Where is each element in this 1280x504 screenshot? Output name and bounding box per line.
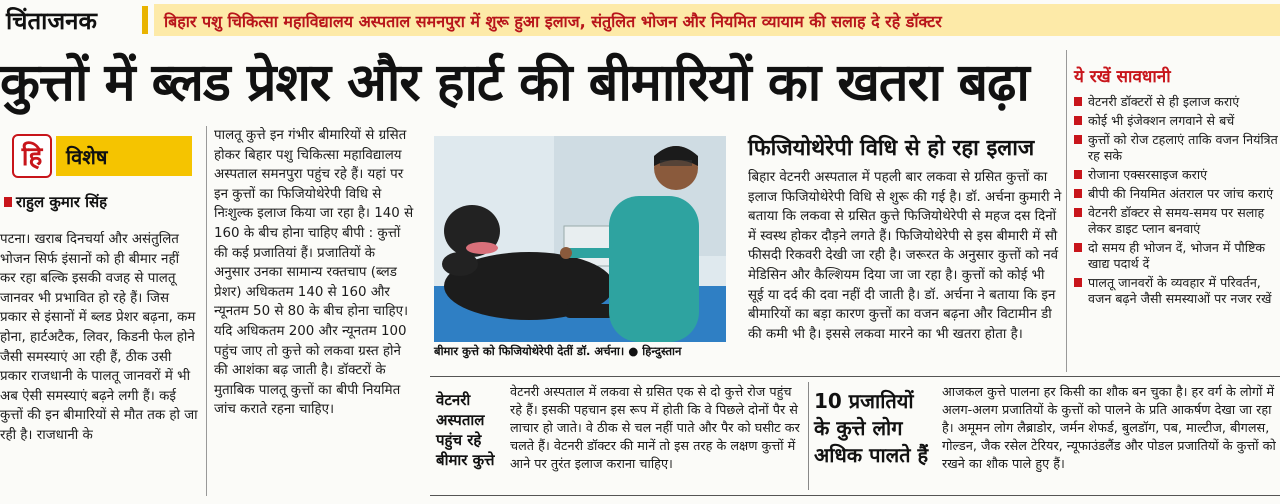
bullet-square-icon [1074,170,1082,179]
sidebar-divider [1066,50,1067,372]
list-item: वेटनरी डॉक्टर से समय-समय पर सलाह लेकर डाइट प्लान बनवाएं [1074,205,1280,237]
precautions-list [1074,94,1280,310]
article-column-1: पटना। खराब दिनचर्या और असंतुलित भोजन सिर्फ इंसानों को ही बीमार नहीं कर रहा बल्कि इसकी वजह से पालतू जानवर भी प्रभावित हो रहे हैं। जिस प्रकार से इंसानों में ब्लड प्रेशर बढ़ना, कम होना, हार्टअटैक, लिवर, किडनी फेल होने जैसी समस्याएं आ रही हैं, ठीक उसी प्रकार राजधानी के पालतू जानवरों में भी अब ऐसी समस्याएं बढ़ने लगी हैं। कई कुत्तों की इन बीमारियों से मौत तक हो जा रही है। राजधानी के [0,232,198,443]
byline [4,192,107,212]
bullet-square-icon [1074,135,1082,144]
hindustan-logo-icon: हि [12,134,52,178]
list-item: कोई भी इंजेक्शन लगवाने से बचें [1074,113,1280,129]
bullet-square-icon [1074,116,1082,125]
box2-heading: 10 प्रजातियों के कुत्ते लोग अधिक पालते हैं [814,389,929,467]
physio-body: बिहार वेटनरी अस्पताल में पहली बार लकवा से ग्रसित कुत्तों का इलाज फिजियोथेरेपी विधि से शुरू की गई है। डॉ. अर्चना कुमारी ने बताया कि लकवा से ग्रसित कुत्ते फिजियोथेरेपी से महज दस दिनों में स्वस्थ होकर दौड़ने लगते हैं। फिजियोथेरेपी से इस बीमारी में सौ फीसदी रिकवरी देखी जा रही है। जरूरत के अनुसार कुत्तों को नर्व मेडिसिन और कैल्शियम दिया जा जा रहा है। कुत्तों को कोई भी सूई या दर्द की दवा नहीं दी जाती है। डॉ. अर्चना ने बताया कि इन बीमारियों का बड़ा कारण कुत्तों का वजन बढ़ना और विटामीन डी की कमी भी है। इससे लकवा मारने का भी खतरा होता है। [748,170,1062,342]
bottom-divider [808,382,809,490]
section-tag: चिंताजनक [6,7,97,35]
photo-caption: बीमार कुत्ते को फिजियोथेरेपी देतीं डॉ. अर्चना। ● हिन्दुस्तान [434,344,682,358]
headline: कुत्तों में ब्लड प्रेशर और हार्ट की बीमारियों का खतरा बढ़ा [0,53,1029,113]
list-item: पालतू जानवरों के व्यवहार में परिवर्तन, वजन बढ़ने जैसी समस्याओं पर नजर रखें [1074,275,1280,307]
vishesh-label: विशेष [56,136,192,176]
bullet-square-icon [1074,278,1082,287]
list-item: कुत्तों को रोज टहलाएं ताकि वजन नियंत्रित रह सके [1074,132,1280,164]
list-item: दो समय ही भोजन दें, भोजन में पौष्टिक खाद्य पदार्थ दें [1074,240,1280,272]
list-item: बीपी की नियमित अंतराल पर जांच कराएं [1074,186,1280,202]
box1-heading: वेटनरी अस्पताल पहुंच रहे बीमार कुत्ते [436,391,495,469]
dog-physiotherapy-photo [434,136,726,342]
article-photo [434,136,726,342]
bullet-square-icon [1074,243,1082,252]
byline-marker-icon [4,197,12,207]
box1-text: वेटनरी अस्पताल में लकवा से ग्रसित एक से दो कुत्ते रोज पहुंच रहे हैं। इसकी पहचान इस रूप में होती कि वे पिछले दोनों पैर से लाचार हो जाते। वे ठीक से चल नहीं पाते और पैर को घसीट कर चलते हैं। वेटनरी डॉक्टर की मानें तो इस तरह के लक्षण कुत्तों में आने पर तुरंत इलाज कराना चाहिए। [510,385,800,472]
bullet-square-icon [1074,208,1082,217]
kicker-strap: बिहार पशु चिकित्सा महाविद्यालय अस्पताल समनपुरा में शुरू हुआ इलाज, संतुलित भोजन और नियमित व्यायाम की सलाह दे रहे डॉक्टर [154,4,1280,36]
sidebar-title: ये रखें सावधानी [1074,67,1171,87]
list-item: वेटनरी डॉक्टरों से ही इलाज कराएं [1074,94,1280,110]
list-item: रोजाना एक्सरसाइज कराएं [1074,167,1280,183]
box2-text: आजकल कुत्ते पालना हर किसी का शौक बन चुका है। हर वर्ग के लोगों में अलग-अलग प्रजातियों के कुत्तों को पालने के प्रति आकर्षण देखा जा रहा है। अमूमन लोग लैब्राडोर, जर्मन शेफर्ड, बुलडॉग, पब, माल्टीज, बीगलस, गोल्डन, जैक रसेल टेरियर, न्यूफाउंडलैंड और पोडल प्रजातियों के कुत्तों को रखने का शौक पाले हुए हैं। [942,385,1276,472]
bullet-square-icon [1074,189,1082,198]
bullet-square-icon [1074,97,1082,106]
column-divider [206,126,207,496]
article-column-2: पालतू कुत्ते इन गंभीर बीमारियों से ग्रसित होकर बिहार पशु चिकित्सा महाविद्यालय अस्पताल समनपुरा पहुंच रहे हैं। यहां पर इन कुत्तों का फिजियोथेरेपी विधि से निःशुल्क इलाज किया जा रहा है। 140 से 160 के बीच होना चाहिए बीपी : कुत्तों की कई प्रजातियां हैं। प्रजातियों के अनुसार उनका सामान्य रक्तचाप (ब्लड प्रेशर) अधिकतम 140 से 160 और न्यूनतम 50 से 80 के बीच होना चाहिए। यदि अधिकतम 200 और न्यूनतम 100 पहुंच जाए तो कुत्ते को लकवा ग्रस्त होने की आशंका बढ़ जाती है। डॉक्टरों के मुताबिक पालतू कुत्तों का बीपी नियमित जांच कराते रहना चाहिए। [214,128,414,418]
byline-author: राहुल कुमार सिंह [16,193,108,211]
physio-heading: फिजियोथेरेपी विधि से हो रहा इलाज [748,136,1035,161]
tag-divider [142,6,148,34]
